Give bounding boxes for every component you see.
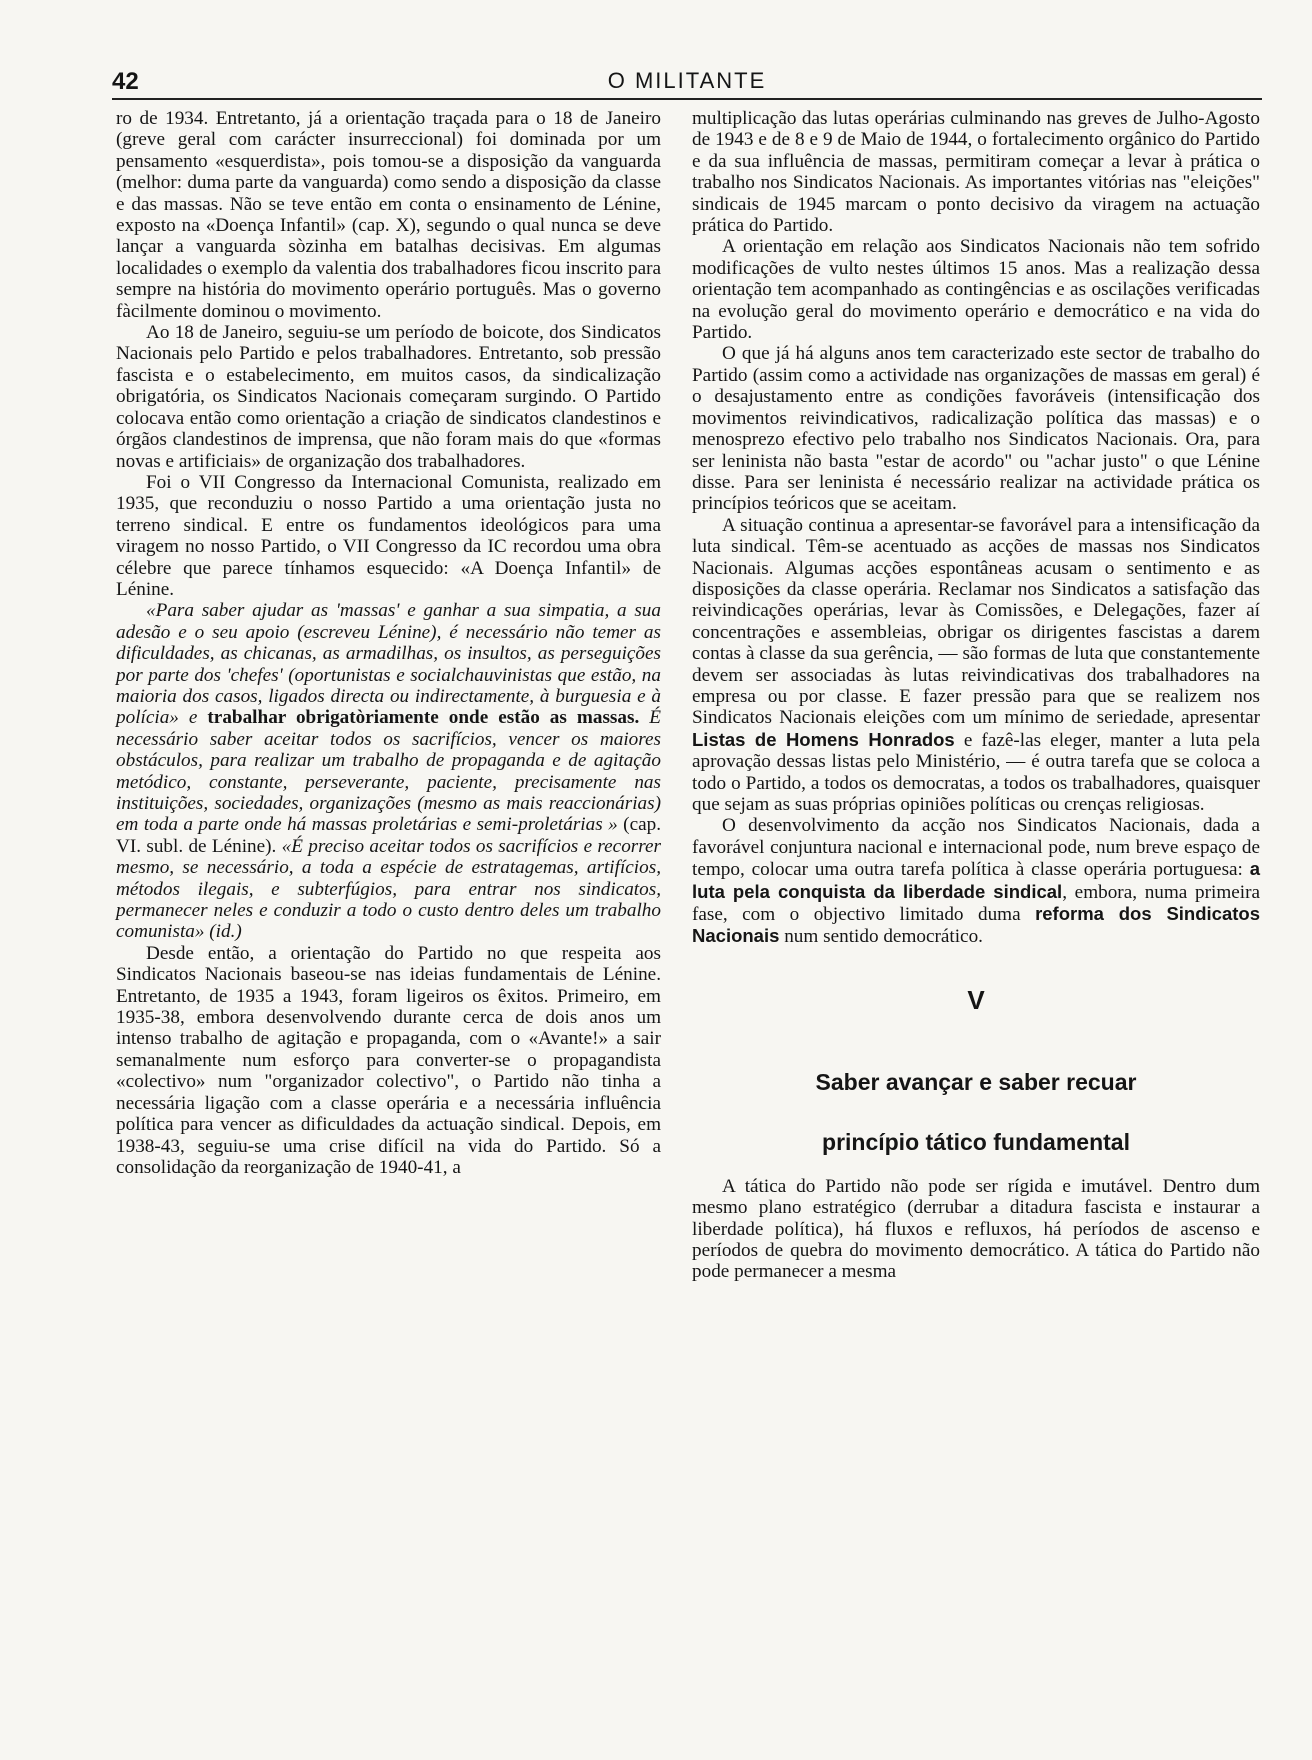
left-paragraph-1: ro de 1934. Entretanto, já a orientação traçada para o 18 de Janeiro (greve geral com carácter insurreccional) foi dominada por um pensamento «esquerdista», pois tomou-se a disposição da vanguarda (melhor: duma parte da vanguarda) como sendo a disposição da classe e das massas. Não se teve então em conta o ensinamento de Lénine, exposto na «Doença Infantil» (cap. X), segundo o qual nunca se deve lançar a vanguarda sòzinha em batalhas decisivas. Em algumas localidades o exemplo da valentia dos trabalhadores ficou inscrito para sempre na história do movimento operário português. Mas o governo fàcilmente dominou o movimento. [116, 108, 661, 322]
right-paragraph-5-text-a: O desenvolvimento da acção nos Sindicatos Nacionais, dada a favorável conjuntura nacional e internacional pode, num breve espaço de tempo, colocar uma outra tarefa política à classe operária portuguesa: [692, 815, 1260, 881]
right-paragraph-4-text-c: e fazê-las eleger, manter a luta pela aprovação dessas listas pelo Ministério, — é outra tarefa que se coloca a todo o Partido, a todos os democratas, a todos os trabalhadores, quaisquer que sejam as suas próprias opiniões políticas ou crenças religiosas. [692, 729, 1260, 815]
right-column [692, 108, 1260, 1283]
lenin-quote-emphasis: trabalhar obrigatòriamente onde estão as massas. [207, 707, 640, 729]
running-title: O MILITANTE [607, 68, 767, 93]
honest-men-lists-emphasis: Listas de Homens Honrados [692, 728, 955, 750]
right-paragraph-5 [692, 815, 1260, 947]
left-paragraph-3: Foi o VII Congresso da Internacional Comunista, realizado em 1935, que reconduziu o nosso Partido a uma orientação justa no terreno sindical. E entre os fundamentos ideológicos para uma viragem no nosso Partido, o VII Congresso da IC recordou uma obra célebre que parece tínhamos esquecido: «A Doença Infantil» de Lénine. [116, 471, 661, 600]
right-paragraph-5-text-c: , embora, numa primeira fase, com o objectivo limitado duma [692, 881, 1261, 926]
section-title-line-1: Saber avançar e saber recuar [815, 1068, 1137, 1095]
left-paragraph-4: Desde então, a orientação do Partido no que respeita aos Sindicatos Nacionais baseou-se nas ideias fundamentais de Lénine. Entretanto, de 1935 a 1943, foram ligeiros os êxitos. Primeiro, em 1935-38, embora desenvolvendo durante cerca de dois anos um intenso trabalho de agitação e propaganda, com o «Avante!» a sair semanalmente num esforço para converter-se o propagandista «colectivo» num "organizador colectivo", o Partido não tinha a necessária ligação com a classe operária e a necessária influência política para vencer as dificuldades da actuação sindical. Depois, em 1938-43, seguiu-se uma crise difícil na vida do Partido. Só a consolidação da reorganização de 1940-41, a [116, 942, 661, 1178]
right-paragraph-2: A orientação em relação aos Sindicatos Nacionais não tem sofrido modificações de vulto nestes últimos 15 anos. Mas a realização dessa orientação tem acompanhado as contingências e as oscilações verificadas na evolução geral do movimento operário e democrático e na vida do Partido. [692, 236, 1260, 344]
page-number: 42 [112, 68, 139, 95]
right-paragraph-3: O que já há alguns anos tem caracterizado este sector de trabalho do Partido (assim como a actividade nas organizações de massas em geral) é o desajustamento entre as condições favoráveis (intensificação dos movimentos reivindicativos, radicalização política das massas) e o menosprezo efectivo pelo trabalho nos Sindicatos Nacionais. Ora, para ser leninista não basta "estar de acordo" ou "achar justo" o que Lénine disse. Para ser leninista é necessário realizar na actividade prática os princípios teóricos que se aceitam. [692, 343, 1260, 515]
header-rule [112, 98, 1262, 100]
right-paragraph-4-text-a: A situação continua a apresentar-se favorável para a intensificação da luta sindical. Têm-se acentuado as acções de massas nos Sindicatos Nacionais. Algumas acções espontâneas acusam o sentimento e as disposições da classe operária. Reclamar nos Sindicatos a satisfação das reivindicações operárias, levar às Comissões, e Delegações, fazer aí concentrações e assembleias, obrigar os dirigentes fascistas a darem contas à classe da sua gerência, — são formas de luta que constantemente devem ser associadas às lutas reivindicativas dos trabalhadores na empresa ou por classe. E fazer pressão para que se realizem nos Sindicatos Nacionais eleições com um mínimo de seriedade, apresentar [692, 514, 1260, 729]
right-paragraph-5-text-e: num sentido democrático. [779, 926, 983, 948]
lenin-quote-reference: (cap. VI. subl. de Lénine). [116, 814, 661, 857]
lenin-quote-part-d: «É preciso aceitar todos os sacrifícios e recorrer mesmo, se necessário, a toda a espécie de estratagemas, artifícios, métodos ilegais, e subterfúgios, para entrar nos sindicatos, permanecer neles e conduzir a todo o custo dentro deles um trabalho comunista» (id.) [116, 835, 661, 943]
section-title-line-2: princípio tático fundamental [822, 1128, 1130, 1155]
right-paragraph-6: A tática do Partido não pode ser rígida e imutável. Dentro dum mesmo plano estratégico (derrubar a ditadura fascista e instaurar a liberdade política), há fluxos e refluxos, há períodos de ascenso e períodos de quebra do movimento democrático. A tática do Partido não pode permanecer a mesma [692, 1175, 1260, 1283]
lenin-quote-part-a: «Para saber ajudar as 'massas' e ganhar a sua simpatia, a sua adesão e o seu apoio (escreveu Lénine), é necessário não temer as dificuldades, as chicanas, as armadilhas, os insultos, as perseguições por parte dos 'chefes' (oportunistas e socialchauvinistas que estão, na maioria dos casos, ligados directa ou indirectamente, à burguesia e à polícia» e [116, 600, 661, 729]
union-freedom-emphasis: a luta pela conquista da liberdade sindical [692, 858, 1260, 902]
lenin-quote-paragraph [116, 600, 661, 943]
right-paragraph-4 [692, 515, 1260, 816]
union-reform-emphasis: reforma dos Sindicatos Nacionais [692, 903, 1260, 947]
right-paragraph-1: multiplicação das lutas operárias culminando nas greves de Julho-Agosto de 1943 e de 8 e 9 de Maio de 1944, o fortalecimento orgânico do Partido e da sua influência de massas, permitiram começar a levar à prática o trabalho nos Sindicatos Nacionais. As importantes vitórias nas "eleições" sindicais de 1945 marcam o ponto decisivo da viragem na actuação prática do Partido. [692, 108, 1260, 237]
left-column [116, 108, 661, 1178]
section-number: V [967, 984, 985, 1015]
lenin-quote-part-c: É necessário saber aceitar todos os sacrifícios, vencer os maiores obstáculos, para realizar um trabalho de propaganda e de agitação metódico, constante, perseverante, paciente, precisamente nas instituições, sociedades, organizações (mesmo as mais reaccionárias) em toda a parte onde há massas proletárias e semi-proletárias » [116, 707, 661, 836]
page-header [112, 66, 1262, 96]
left-paragraph-2: Ao 18 de Janeiro, seguiu-se um período de boicote, dos Sindicatos Nacionais pelo Partido e pelos trabalhadores. Entretanto, sob pressão fascista e o estabelecimento, em muitos casos, da sindicalização obrigatória, os Sindicatos Nacionais começaram surgindo. O Partido colocava então como orientação a criação de sindicatos clandestinos e órgãos clandestinos de imprensa, que não foram mais do que «formas novas e artificiais» de organização dos trabalhadores. [116, 322, 661, 472]
